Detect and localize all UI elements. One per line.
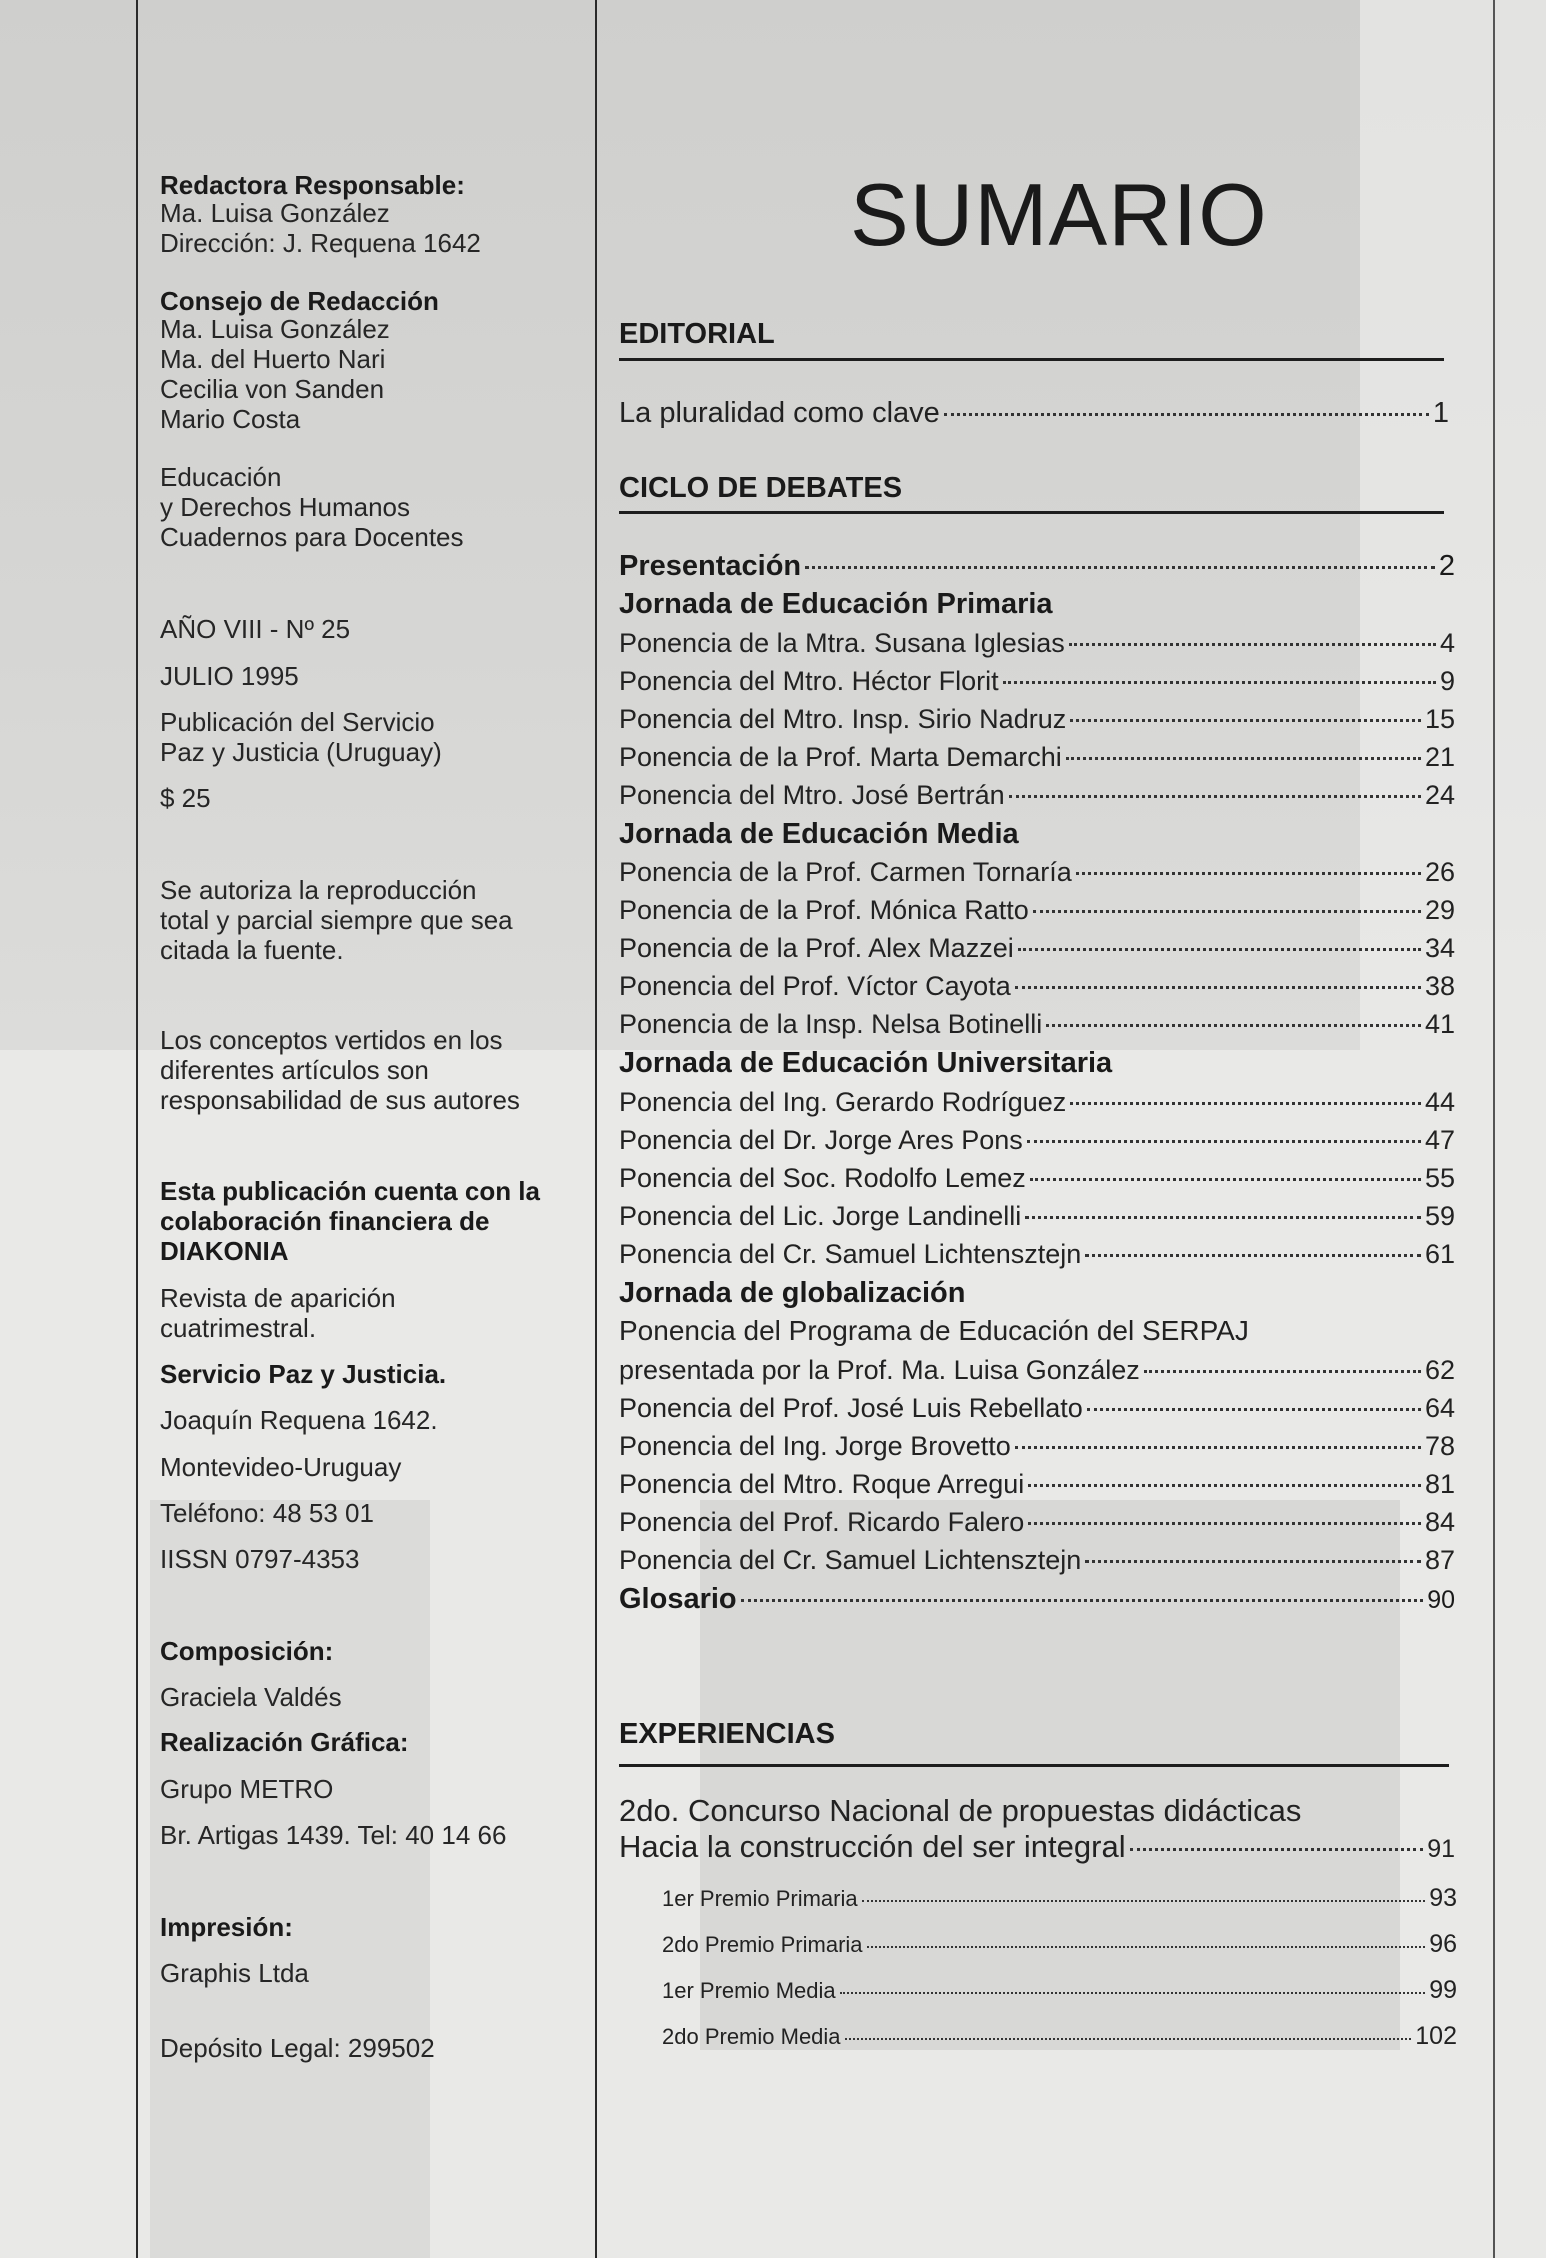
toc-entry-title: Ponencia del Cr. Samuel Lichtensztejn <box>619 1239 1082 1269</box>
toc-entry[interactable] <box>619 1429 1455 1463</box>
realizacion-label: Realización Gráfica: <box>160 1727 409 1757</box>
responsibility-note-line: Los conceptos vertidos en los <box>160 1025 503 1055</box>
column-rule-left <box>136 0 138 2258</box>
section-rule <box>619 511 1444 514</box>
section-heading-editorial: EDITORIAL <box>619 318 775 350</box>
leader-dots <box>1003 681 1436 684</box>
leader-dots <box>1046 1024 1421 1027</box>
toc-entry[interactable] <box>619 1353 1455 1387</box>
leader-dots <box>1030 1178 1421 1181</box>
toc-entry-title: Hacia la construcción del ser integral <box>619 1829 1126 1864</box>
leader-dots <box>867 1946 1426 1948</box>
leader-dots <box>1015 1446 1421 1449</box>
toc-entry[interactable] <box>662 1930 1457 1959</box>
leader-dots <box>1009 795 1421 798</box>
toc-entry-title: 1er Premio Media <box>662 1978 836 2003</box>
toc-entry-title: 1er Premio Primaria <box>662 1886 858 1911</box>
leader-dots <box>845 2038 1412 2040</box>
toc-entry-page: 41 <box>1424 1009 1455 1039</box>
section-heading-experiencias: EXPERIENCIAS <box>619 1718 835 1750</box>
toc-entry-page: 59 <box>1424 1201 1455 1231</box>
leader-dots <box>1069 643 1436 646</box>
toc-entry-title: Ponencia del Mtro. Roque Arregui <box>619 1469 1025 1499</box>
toc-entry-page: 44 <box>1424 1087 1455 1117</box>
toc-entry[interactable] <box>619 702 1455 736</box>
section-heading-ciclo: CICLO DE DEBATES <box>619 472 903 504</box>
toc-entry-title: Ponencia del Lic. Jorge Landinelli <box>619 1201 1022 1231</box>
toc-entry-page: 4 <box>1439 628 1455 658</box>
toc-entry-title: Ponencia del Prof. José Luis Rebellato <box>619 1393 1083 1423</box>
toc-entry[interactable] <box>619 1467 1455 1501</box>
toc-entry[interactable] <box>619 855 1455 889</box>
redactora-address: Dirección: J. Requena 1642 <box>160 228 481 258</box>
toc-entry-page: 96 <box>1429 1930 1457 1958</box>
column-rule-middle <box>595 0 597 2258</box>
toc-entry[interactable] <box>619 740 1455 774</box>
leader-dots <box>944 413 1429 416</box>
consejo-member: Ma. Luisa González <box>160 314 390 344</box>
frequency-line: cuatrimestral. <box>160 1313 317 1343</box>
toc-entry[interactable] <box>619 626 1455 660</box>
reproduction-note-line: total y parcial siempre que sea <box>160 905 513 935</box>
leader-dots <box>1070 719 1421 722</box>
leader-dots <box>741 1599 1424 1602</box>
toc-entry-title: Ponencia del Prof. Víctor Cayota <box>619 971 1011 1001</box>
toc-entry-page: 47 <box>1424 1125 1455 1155</box>
toc-entry-page: 1 <box>1432 397 1449 429</box>
toc-entry-page: 87 <box>1424 1545 1455 1575</box>
composicion-label: Composición: <box>160 1636 334 1666</box>
toc-entry[interactable] <box>619 931 1455 965</box>
toc-entry-page: 62 <box>1424 1355 1455 1385</box>
reproduction-note-line: Se autoriza la reproducción <box>160 875 477 905</box>
toc-entry-page: 102 <box>1415 2022 1457 2050</box>
toc-entry[interactable] <box>619 1007 1455 1041</box>
toc-entry[interactable] <box>619 1543 1455 1577</box>
toc-entry-title: Ponencia del Mtro. Héctor Florit <box>619 666 999 696</box>
leader-dots <box>805 566 1435 569</box>
toc-entry-title: Ponencia del Ing. Gerardo Rodríguez <box>619 1087 1067 1117</box>
toc-entry-page: 64 <box>1424 1393 1455 1423</box>
toc-entry[interactable] <box>619 969 1455 1003</box>
toc-entry-title: Ponencia de la Prof. Mónica Ratto <box>619 895 1029 925</box>
toc-entry-page: 78 <box>1424 1431 1455 1461</box>
leader-dots <box>1028 1484 1421 1487</box>
frequency-line: Revista de aparición <box>160 1283 396 1313</box>
price: $ 25 <box>160 783 211 813</box>
toc-entry-page: 93 <box>1429 1884 1457 1912</box>
toc-entry-page: 24 <box>1424 780 1455 810</box>
leader-dots <box>1027 1140 1421 1143</box>
consejo-member: Mario Costa <box>160 404 301 434</box>
funding-note-line: Esta publicación cuenta con la <box>160 1176 540 1206</box>
toc-entry[interactable] <box>662 2022 1457 2051</box>
toc-entry-first-line: Ponencia del Programa de Educación del SERPAJ <box>619 1315 1249 1346</box>
toc-entry-title: Glosario <box>619 1583 737 1615</box>
subsection-heading: Jornada de Educación Primaria <box>619 588 1053 620</box>
section-rule <box>619 358 1444 361</box>
toc-entry-page: 55 <box>1424 1163 1455 1193</box>
toc-entry[interactable] <box>619 1237 1455 1271</box>
issue-number: AÑO VIII - Nº 25 <box>160 614 351 644</box>
subsection-heading: Jornada de Educación Universitaria <box>619 1047 1113 1079</box>
section-rule <box>619 1764 1449 1767</box>
toc-entry[interactable] <box>619 778 1455 812</box>
toc-entry-page: 21 <box>1424 742 1455 772</box>
toc-entry-first-line: 2do. Concurso Nacional de propuestas didácticas <box>619 1793 1302 1828</box>
toc-entry-title: Ponencia de la Prof. Carmen Tornaría <box>619 857 1072 887</box>
series-title-line: Educación <box>160 462 282 492</box>
redactora-name: Ma. Luisa González <box>160 198 390 228</box>
toc-entry-page: 61 <box>1424 1239 1455 1269</box>
toc-entry-page: 26 <box>1424 857 1455 887</box>
leader-dots <box>862 1900 1426 1902</box>
reproduction-note-line: citada la fuente. <box>160 935 344 965</box>
toc-entry-page: 15 <box>1424 704 1455 734</box>
leader-dots <box>1018 948 1421 951</box>
redactora-label: Redactora Responsable: <box>160 170 465 200</box>
toc-entry[interactable] <box>662 1976 1457 2005</box>
publisher-line: Paz y Justicia (Uruguay) <box>160 737 442 767</box>
leader-dots <box>1015 986 1421 989</box>
toc-entry-page: 99 <box>1429 1976 1457 2004</box>
org-address: Joaquín Requena 1642. <box>160 1405 438 1435</box>
toc-entry-page: 91 <box>1427 1835 1455 1863</box>
toc-entry-page: 29 <box>1424 895 1455 925</box>
toc-entry[interactable] <box>619 1161 1455 1195</box>
funding-note-line: colaboración financiera de <box>160 1206 490 1236</box>
consejo-label: Consejo de Redacción <box>160 286 439 316</box>
toc-entry[interactable] <box>619 664 1455 698</box>
leader-dots <box>1066 757 1421 760</box>
realizacion-name: Grupo METRO <box>160 1774 334 1804</box>
toc-entry-title: Ponencia del Prof. Ricardo Falero <box>619 1507 1025 1537</box>
toc-entry-title: Ponencia de la Mtra. Susana Iglesias <box>619 628 1065 658</box>
consejo-member: Ma. del Huerto Nari <box>160 344 386 374</box>
leader-dots <box>1028 1522 1421 1525</box>
leader-dots <box>1085 1560 1421 1563</box>
leader-dots <box>840 1992 1426 1994</box>
toc-entry-page: 9 <box>1439 666 1455 696</box>
impresion-name: Graphis Ltda <box>160 1958 309 1988</box>
toc-entry[interactable] <box>619 396 1449 430</box>
background-patch <box>150 1500 430 2258</box>
issn: IISSN 0797-4353 <box>160 1544 360 1574</box>
leader-dots <box>1130 1848 1424 1851</box>
toc-entry-title: Ponencia del Mtro. José Bertrán <box>619 780 1005 810</box>
toc-entry-title: Ponencia del Ing. Jorge Brovetto <box>619 1431 1011 1461</box>
toc-entry-title: La pluralidad como clave <box>619 397 940 429</box>
toc-entry-title: Ponencia del Dr. Jorge Ares Pons <box>619 1125 1023 1155</box>
leader-dots <box>1087 1408 1421 1411</box>
toc-entry[interactable] <box>662 1884 1457 1913</box>
toc-entry-title: Presentación <box>619 550 802 582</box>
toc-entry-title: Ponencia del Cr. Samuel Lichtensztejn <box>619 1545 1082 1575</box>
toc-entry[interactable] <box>619 1829 1455 1867</box>
page-title: SUMARIO <box>850 165 1268 264</box>
toc-entry-page: 34 <box>1424 933 1455 963</box>
leader-dots <box>1144 1370 1421 1373</box>
toc-entry[interactable] <box>619 1505 1455 1539</box>
series-title-line: Cuadernos para Docentes <box>160 522 464 552</box>
consejo-member: Cecilia von Sanden <box>160 374 385 404</box>
toc-entry-title: 2do Premio Primaria <box>662 1932 863 1957</box>
leader-dots <box>1025 1216 1421 1219</box>
toc-entry-title: presentada por la Prof. Ma. Luisa González <box>619 1355 1140 1385</box>
org-phone: Teléfono: 48 53 01 <box>160 1498 374 1528</box>
toc-entry-title: Ponencia del Soc. Rodolfo Lemez <box>619 1163 1026 1193</box>
toc-entry[interactable] <box>619 1391 1455 1425</box>
composicion-name: Graciela Valdés <box>160 1682 342 1712</box>
funding-note-line: DIAKONIA <box>160 1236 289 1266</box>
org-city: Montevideo-Uruguay <box>160 1452 402 1482</box>
subsection-heading: Jornada de Educación Media <box>619 818 1019 850</box>
leader-dots <box>1085 1254 1421 1257</box>
toc-entry-page: 90 <box>1427 1586 1455 1614</box>
publisher-line: Publicación del Servicio <box>160 707 435 737</box>
toc-entry[interactable] <box>619 1123 1455 1157</box>
toc-entry[interactable] <box>619 1085 1455 1119</box>
toc-entry-title: Ponencia del Mtro. Insp. Sirio Nadruz <box>619 704 1067 734</box>
responsibility-note-line: responsabilidad de sus autores <box>160 1085 520 1115</box>
series-title-line: y Derechos Humanos <box>160 492 410 522</box>
toc-entry[interactable] <box>619 1582 1455 1617</box>
toc-entry-page: 38 <box>1424 971 1455 1001</box>
deposito-legal: Depósito Legal: 299502 <box>160 2033 435 2063</box>
toc-entry-page: 2 <box>1438 550 1455 582</box>
org-name: Servicio Paz y Justicia. <box>160 1359 447 1389</box>
toc-entry-title: Ponencia de la Prof. Alex Mazzei <box>619 933 1014 963</box>
issue-date: JULIO 1995 <box>160 661 299 691</box>
leader-dots <box>1070 1102 1421 1105</box>
toc-entry-title: Ponencia de la Prof. Marta Demarchi <box>619 742 1062 772</box>
toc-entry-page: 84 <box>1424 1507 1455 1537</box>
leader-dots <box>1033 910 1421 913</box>
toc-entry[interactable] <box>619 1199 1455 1233</box>
responsibility-note-line: diferentes artículos son <box>160 1055 429 1085</box>
leader-dots <box>1076 872 1421 875</box>
subsection-heading: Jornada de globalización <box>619 1277 966 1309</box>
toc-entry-title: Ponencia de la Insp. Nelsa Botinelli <box>619 1009 1043 1039</box>
impresion-label: Impresión: <box>160 1912 293 1942</box>
realizacion-address: Br. Artigas 1439. Tel: 40 14 66 <box>160 1820 507 1850</box>
toc-entry-title: 2do Premio Media <box>662 2024 841 2049</box>
toc-entry[interactable] <box>619 893 1455 927</box>
toc-entry-page: 81 <box>1424 1469 1455 1499</box>
toc-entry[interactable] <box>619 549 1455 583</box>
column-rule-right <box>1493 0 1495 2258</box>
